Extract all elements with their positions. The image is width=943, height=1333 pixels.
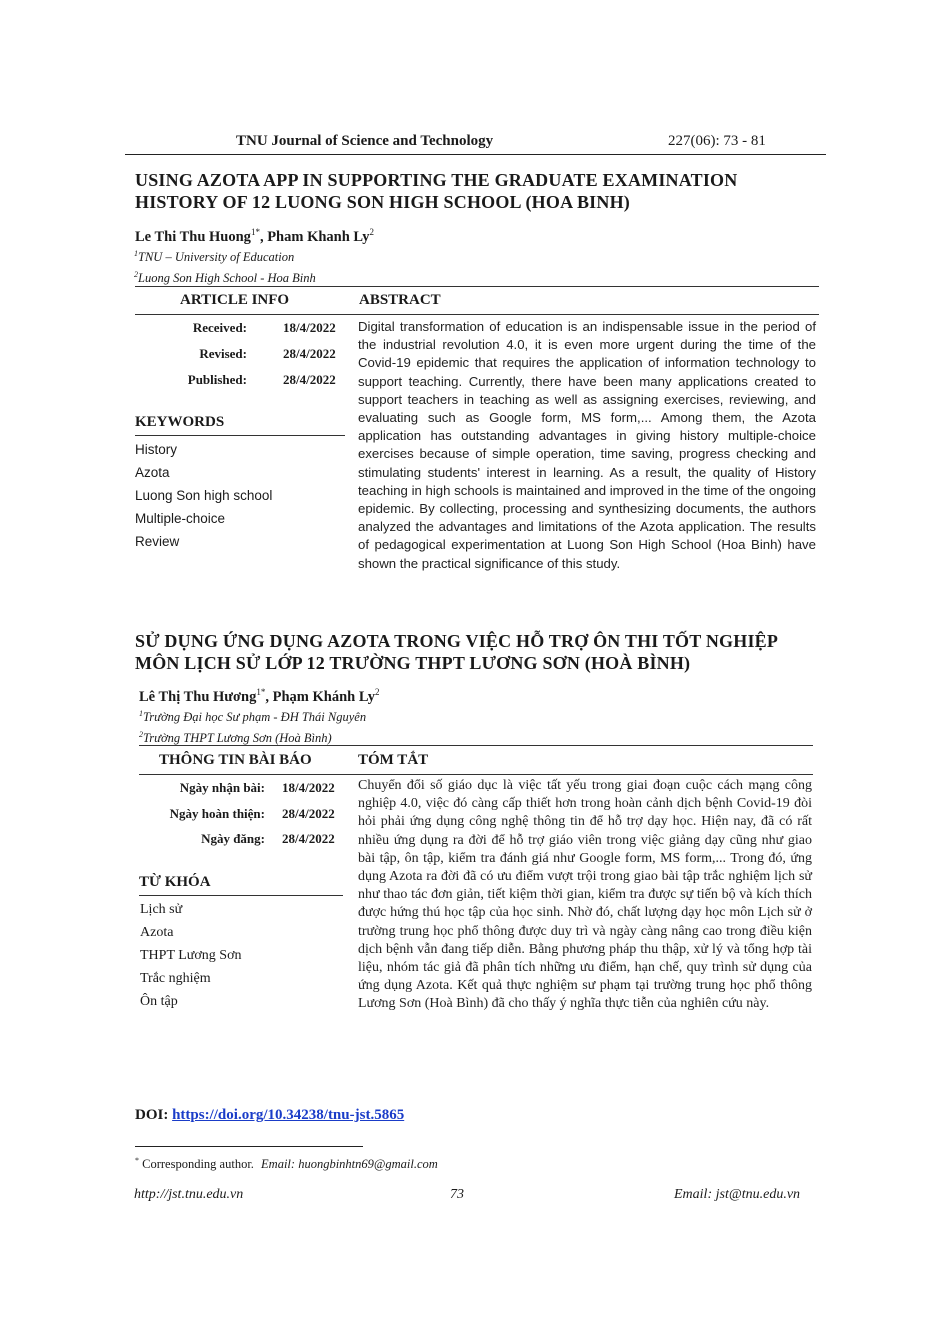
affiliations-en <box>134 245 316 287</box>
title-vn <box>135 630 778 674</box>
footer-email: Email: jst@tnu.edu.vn <box>674 1187 801 1202</box>
keyword-item: History <box>135 442 178 457</box>
affiliation-1-sup: 1 <box>134 249 138 258</box>
footer-website[interactable]: http://jst.tnu.edu.vn <box>134 1187 244 1202</box>
date-label: Ngày nhận bài: <box>179 780 265 795</box>
title-en <box>135 169 737 213</box>
author-1-sup: 1* <box>250 227 260 237</box>
article-info-heading: THÔNG TIN BÀI BÁO <box>159 752 312 768</box>
info-top-rule <box>135 286 819 287</box>
authors-en <box>135 227 374 246</box>
title-vn-line1: SỬ DỤNG ỨNG DỤNG AZOTA TRONG VIỆC HỖ TRỢ ÔN THI TỐT NGHIỆP <box>135 631 779 651</box>
date-value: 28/4/2022 <box>283 346 336 361</box>
article-info-heading: ARTICLE INFO <box>180 292 290 308</box>
author-2-sup: 2 <box>369 227 375 237</box>
title-en-line1: USING AZOTA APP IN SUPPORTING THE GRADUATE EXAMINATION <box>135 170 738 190</box>
footnote <box>135 1156 438 1172</box>
info-bottom-rule <box>139 774 813 775</box>
footnote-label: Corresponding author. <box>142 1157 254 1172</box>
affiliation-1 <box>139 705 366 726</box>
abstract-heading: ABSTRACT <box>359 292 441 308</box>
affiliation-2-sup: 2 <box>134 270 138 280</box>
date-published <box>139 831 354 849</box>
footnote-marker: * <box>135 1156 139 1165</box>
affiliation-2-text: Trường THPT Lương Sơn (Hoà Bình) <box>143 731 332 746</box>
author-2: Pham Khanh Ly <box>267 228 370 245</box>
header-rule <box>125 154 826 155</box>
keywords-rule <box>135 435 345 436</box>
author-1: Lê Thị Thu Hương <box>139 688 257 705</box>
keyword-item: Lịch sử <box>140 902 183 917</box>
keyword-item: Ôn tập <box>140 994 178 1009</box>
date-received <box>139 780 354 798</box>
date-value: 28/4/2022 <box>283 372 336 387</box>
date-value: 28/4/2022 <box>282 806 335 821</box>
date-label: Published: <box>187 372 247 387</box>
affiliations-vn <box>139 705 366 747</box>
footer-page-number: 73 <box>450 1187 464 1202</box>
date-label: Ngày đăng: <box>201 831 265 846</box>
date-revised <box>139 806 354 824</box>
affiliation-2-sup: 2 <box>139 730 143 740</box>
keyword-item: Multiple-choice <box>135 511 226 526</box>
keywords-heading: TỪ KHÓA <box>139 874 211 890</box>
abstract-heading: TÓM TẮT <box>358 752 429 768</box>
date-value: 18/4/2022 <box>282 780 335 795</box>
footnote-rule <box>135 1146 363 1147</box>
info-top-rule <box>139 745 813 746</box>
date-value: 18/4/2022 <box>283 320 336 335</box>
date-revised <box>135 346 350 364</box>
author-1: Le Thi Thu Huong <box>135 228 251 245</box>
keyword-item: Luong Son high school <box>135 488 273 503</box>
footnote-email: Email: huongbinhtn69@gmail.com <box>261 1157 438 1172</box>
authors-vn <box>139 687 379 706</box>
affiliation-1 <box>134 245 316 266</box>
title-vn-line2: MÔN LỊCH SỬ LỚP 12 TRƯỜNG THPT LƯƠNG SƠN (HOÀ BÌNH) <box>135 653 691 673</box>
keyword-item: Azota <box>135 465 170 480</box>
date-published <box>135 372 350 390</box>
doi-link[interactable]: https://doi.org/10.34238/tnu-jst.5865 <box>172 1107 405 1123</box>
author-separator: , <box>265 688 273 705</box>
author-2: Phạm Khánh Ly <box>272 688 375 705</box>
keyword-item: Trắc nghiệm <box>140 971 211 986</box>
date-label: Revised: <box>199 346 247 361</box>
volume-pages: 227(06): 73 - 81 <box>668 133 766 149</box>
author-2-sup: 2 <box>374 687 380 697</box>
keyword-item: Azota <box>140 925 174 940</box>
abstract-text-vn: Chuyển đổi số giáo dục là việc tất yếu trong giai đoạn cuộc cách mạng công nghiệp 4.0, việc đó càng cấp thiết hơn trong hoàn cảnh dịch bệnh Covid-19 đòi hỏi phải ứng dụng công nghệ thông tin để hỗ trợ dạy học. Hiện nay, đã có rất nhiều ứng dụng ra đời để hỗ trợ giáo viên trong việc giảng dạy cũng như giao bài tập, ôn tập, kiểm tra đánh giá như Google form, MS form,... Trong đó, ứng dụng Azota ra đời đã có ưu điểm vượt trội trong giao bài tập trắc nghiệm lịch sử như thao tác đơn giản, tiết kiệm thời gian, kiểm tra được sự tiến bộ và kích thích được hứng thú học tập của học sinh. Nhờ đó, chất lượng dạy học môn Lịch sử ở trường trung học phổ thông được duy trì và ngày càng nâng cao trong điều kiện dịch bệnh vẫn đang tiếp diễn. Bằng phương pháp thu thập, xử lý và tổng hợp tài liệu, nhóm tác giả đã phân tích những ưu điểm, hạn chế, quy trình sử dụng của ứng dụng Azota. Kết quả thực nghiệm sư phạm tại trường trung học phổ thông Lương Sơn (Hoà Bình) đã cho thấy ý nghĩa thực tiễn của nghiên cứu này. <box>358 778 812 1012</box>
keywords-rule <box>139 895 343 896</box>
date-label: Received: <box>192 320 247 335</box>
affiliation-2 <box>134 266 316 287</box>
title-en-line2: HISTORY OF 12 LUONG SON HIGH SCHOOL (HOA BINH) <box>135 192 630 212</box>
journal-name: TNU Journal of Science and Technology <box>236 133 494 149</box>
author-separator: , <box>259 228 268 245</box>
affiliation-1-text: Trường Đại học Sư phạm - ĐH Thái Nguyên <box>143 710 367 725</box>
keyword-item: Review <box>135 534 180 549</box>
date-received <box>135 320 350 338</box>
abstract-text-en: Digital transformation of education is an indispensable issue in the period of the industrial revolution 4.0, it is even more urgent during the time of the Covid-19 epidemic that requires the application of information technology to support teaching. Currently, there have been many applications created to support teachers in teaching as well as assigning exercises, reviewing, and evaluating such as Google form, MS form,... Among them, the Azota application has outstanding advantages in giving history multiple-choice exercises because of simple operation, time saving, progress checking and stimulating students' interest in learning. As a result, the quality of History teaching in high schools is maintained and improved in the time of the ongoing epidemic. By collecting, processing and synthesizing documents, the authors analyzed the advantages and limitations of the Azota application. The results of pedagogical experimentation at Luong Son High School (Hoa Binh) have shown the practical significance of this study. <box>358 319 816 571</box>
info-bottom-rule <box>135 314 819 315</box>
author-1-sup: 1* <box>256 687 266 697</box>
affiliation-1-text: TNU – University of Education <box>138 250 295 265</box>
doi-label: DOI: <box>135 1107 173 1123</box>
keyword-item: THPT Lương Sơn <box>140 948 242 963</box>
affiliation-1-sup: 1 <box>139 709 143 718</box>
date-value: 28/4/2022 <box>282 831 335 846</box>
date-label: Ngày hoàn thiện: <box>169 806 265 821</box>
keywords-heading: KEYWORDS <box>135 414 225 430</box>
doi <box>135 1107 404 1124</box>
affiliation-2-text: Luong Son High School - Hoa Binh <box>138 271 316 286</box>
